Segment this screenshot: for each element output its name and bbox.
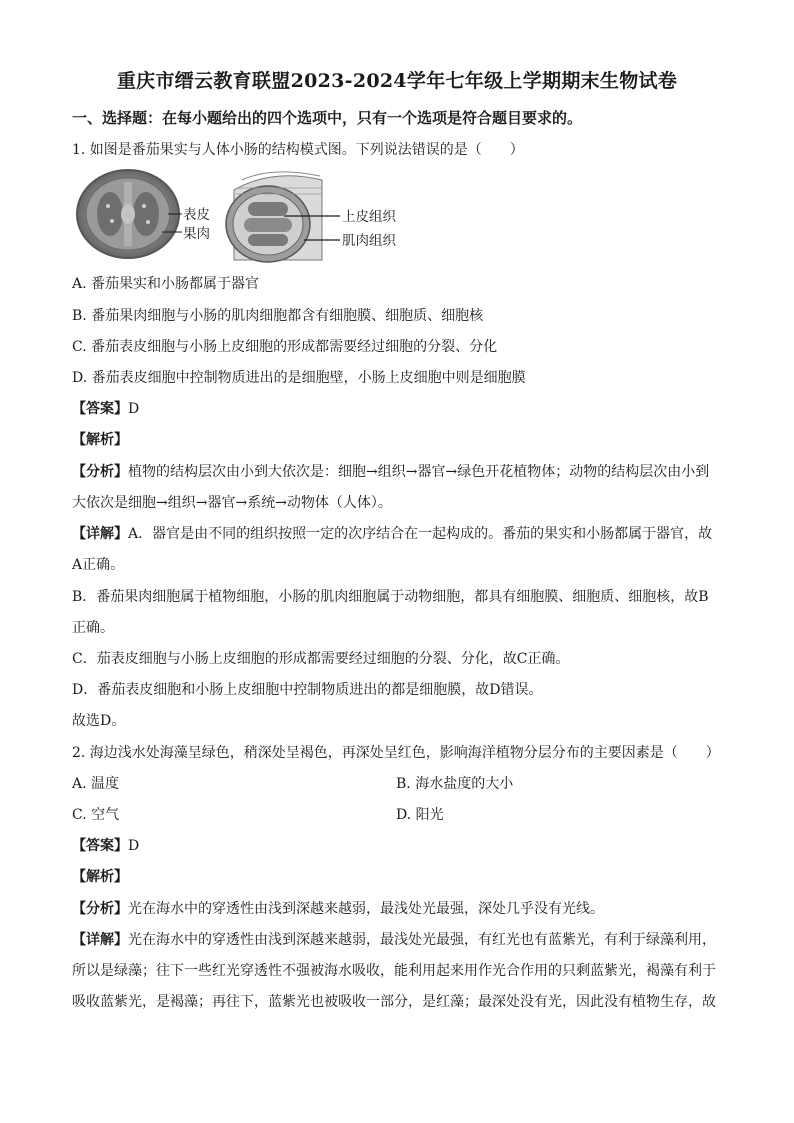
- detail-tag: 【详解】: [72, 526, 128, 542]
- q2-option-b: B. 海水盐度的大小: [396, 776, 514, 792]
- detail-text: A．器官是由不同的组织按照一定的次序结合在一起构成的。番茄的果实和小肠都属于器官，故: [128, 526, 713, 542]
- answer-tag: 【答案】: [72, 838, 128, 854]
- detail-tag: 【详解】: [72, 932, 128, 948]
- q1-fenxi-2: 大依次是细胞→组织→器官→系统→动物体（人体）。: [72, 495, 392, 511]
- q1-option-d: D. 番茄表皮细胞中控制物质进出的是细胞壁，小肠上皮细胞中则是细胞膜: [72, 370, 526, 386]
- fenxi-text: 光在海水中的穿透性由浅到深越来越弱，最浅处光最强，深处几乎没有光线。: [128, 901, 604, 917]
- analysis-tag: 【解析】: [72, 432, 128, 448]
- page-title: 重庆市缙云教育联盟2023-2024学年七年级上学期期末生物试卷: [116, 70, 678, 92]
- q1-figure: [72, 166, 432, 266]
- q1-option-c: C. 番茄表皮细胞与小肠上皮细胞的形成都需要经过细胞的分裂、分化: [72, 339, 498, 355]
- fenxi-tag: 【分析】: [72, 464, 128, 480]
- q2-option-c: C. 空气: [72, 807, 120, 823]
- q2-fenxi: [72, 899, 604, 919]
- answer-value: D: [128, 838, 140, 854]
- tomato-section-image: [77, 170, 179, 258]
- q1-fenxi-1: [72, 462, 709, 482]
- label-flesh: 果肉: [183, 226, 210, 242]
- intestine-section-image: [226, 172, 322, 262]
- q1-detail-6: D．番茄表皮细胞和小肠上皮细胞中控制物质进出的都是细胞膜，故D错误。: [72, 682, 543, 698]
- fenxi-text: 植物的结构层次由小到大依次是：细胞→组织→器官→绿色开花植物体；动物的结构层次由小到: [128, 464, 710, 480]
- q1-option-a: A. 番茄果实和小肠都属于器官: [72, 276, 260, 292]
- q2-answer: [72, 836, 139, 856]
- q1-analysis-tag: [72, 430, 128, 450]
- q1-detail-3: B．番茄果肉细胞属于植物细胞，小肠的肌肉细胞属于动物细胞，都具有细胞膜、细胞质、细胞核，故B: [72, 589, 709, 605]
- detail-text: 光在海水中的穿透性由浅到深越来越弱，最浅处光最强，有红光也有蓝紫光，有利于绿藻利用，: [128, 932, 716, 948]
- q2-option-a: A. 温度: [72, 776, 120, 792]
- q2-detail-2: 所以是绿藻；往下一些红光穿透性不强被海水吸收，能利用起来用作光合作用的只剩蓝紫光，褐藻有利于: [72, 963, 716, 979]
- q1-detail-5: C．茄表皮细胞与小肠上皮细胞的形成都需要经过细胞的分裂、分化，故C正确。: [72, 651, 570, 667]
- q2-detail-3: 吸收蓝紫光，是褐藻；再往下，蓝紫光也被吸收一部分，是红藻；最深处没有光，因此没有植物生存，故: [72, 994, 716, 1010]
- q1-option-b: B. 番茄果肉细胞与小肠的肌肉细胞都含有细胞膜、细胞质、细胞核: [72, 308, 484, 324]
- label-epithelial: 上皮组织: [342, 209, 396, 225]
- q2-option-d: D. 阳光: [396, 807, 444, 823]
- analysis-tag: 【解析】: [72, 869, 128, 885]
- label-muscle: 肌肉组织: [342, 233, 396, 249]
- q1-detail-2: A正确。: [72, 557, 125, 573]
- q2-analysis-tag: [72, 867, 128, 887]
- q1-detail-4: 正确。: [72, 620, 114, 636]
- answer-value: D: [128, 401, 140, 417]
- q1-stem: 1. 如图是番茄果实与人体小肠的结构模式图。下列说法错误的是（ ）: [72, 142, 524, 158]
- q1-detail-1: [72, 524, 712, 544]
- q2-detail-1: [72, 930, 716, 950]
- q2-stem: 2. 海边浅水处海藻呈绿色，稍深处呈褐色，再深处呈红色，影响海洋植物分层分布的主要因素是（ ）: [72, 745, 720, 761]
- q1-detail-7: 故选D。: [72, 713, 126, 729]
- q1-answer: [72, 399, 139, 419]
- fenxi-tag: 【分析】: [72, 901, 128, 917]
- answer-tag: 【答案】: [72, 401, 128, 417]
- section-heading: 一、选择题：在每小题给出的四个选项中，只有一个选项是符合题目要求的。: [72, 109, 583, 127]
- label-skin: 表皮: [183, 207, 210, 223]
